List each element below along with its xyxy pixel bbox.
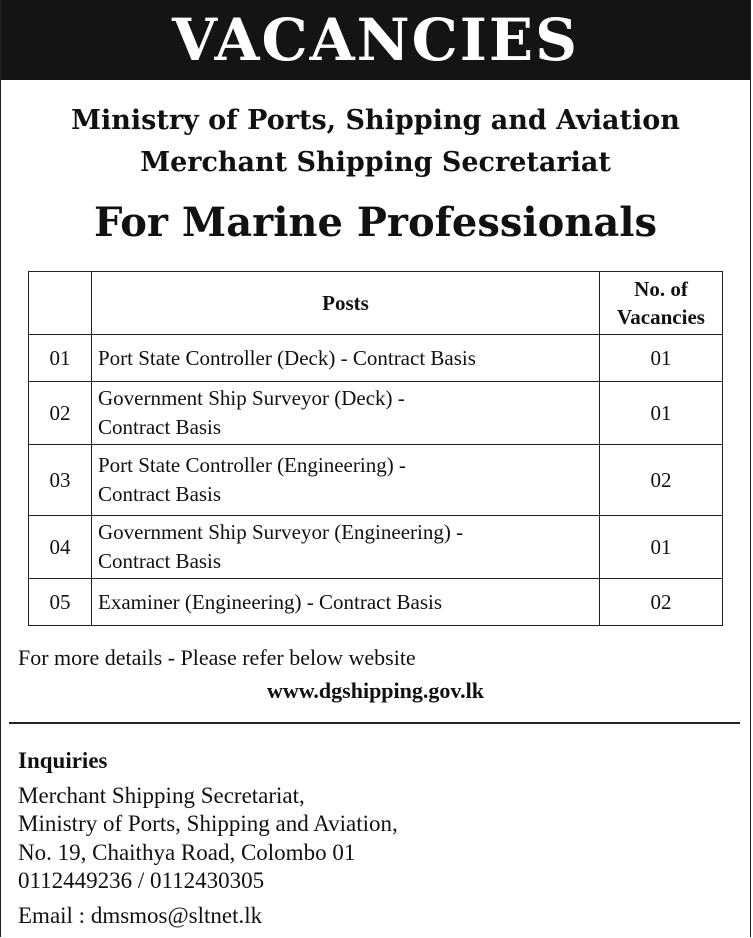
- row-vacancies: 01: [600, 335, 723, 382]
- row-number: 04: [29, 516, 92, 579]
- row-vacancies: 02: [600, 579, 723, 626]
- row-vacancies: 01: [600, 382, 723, 445]
- inquiries-line: No. 19, Chaithya Road, Colombo 01: [18, 839, 356, 865]
- table-row: [29, 445, 723, 516]
- row-post: Examiner (Engineering) - Contract Basis: [92, 579, 600, 626]
- column-header-vacancies: [600, 272, 723, 335]
- row-post-line2: Contract Basis: [98, 482, 222, 506]
- table-row: [29, 579, 723, 626]
- row-post-line2: Contract Basis: [98, 415, 222, 439]
- row-post: Port State Controller (Deck) - Contract Basis: [92, 335, 600, 382]
- row-post-line1: Government Ship Surveyor (Deck) -: [98, 386, 405, 410]
- inquiries-title: Inquiries: [18, 748, 108, 773]
- table-row: [29, 335, 723, 382]
- row-vacancies: 02: [600, 445, 723, 516]
- table-row: [29, 516, 723, 579]
- row-post-line1: Government Ship Surveyor (Engineering) -: [98, 520, 464, 544]
- row-post-line1: Port State Controller (Engineering) -: [98, 453, 406, 477]
- vacancies-table: [28, 271, 723, 626]
- ministry-name: Ministry of Ports, Shipping and Aviation: [71, 105, 680, 136]
- row-number: 01: [29, 335, 92, 382]
- column-header-vacancies-label: No. of Vacancies: [617, 277, 705, 329]
- row-vacancies: 01: [600, 516, 723, 579]
- column-header-posts: Posts: [92, 272, 600, 335]
- details-text: For more details - Please refer below website: [18, 645, 416, 670]
- vacancies-banner: VACANCIES: [1, 0, 750, 80]
- row-post-line2: Contract Basis: [98, 549, 222, 573]
- secretariat-name: Merchant Shipping Secretariat: [140, 147, 611, 178]
- row-post: [92, 445, 600, 516]
- website-link[interactable]: www.dgshipping.gov.lk: [266, 678, 485, 703]
- headline: For Marine Professionals: [94, 199, 657, 246]
- inquiries-email[interactable]: Email : dmsmos@sltnet.lk: [18, 902, 263, 928]
- divider: [9, 722, 740, 724]
- column-header-number: [29, 272, 92, 335]
- row-number: 02: [29, 382, 92, 445]
- row-post: [92, 516, 600, 579]
- table-row: [29, 382, 723, 445]
- row-number: 03: [29, 445, 92, 516]
- row-number: 05: [29, 579, 92, 626]
- row-post: [92, 382, 600, 445]
- inquiries-phone: 0112449236 / 0112430305: [18, 868, 265, 893]
- inquiries-line: Merchant Shipping Secretariat,: [18, 782, 305, 808]
- inquiries-section: [18, 747, 398, 930]
- inquiries-line: Ministry of Ports, Shipping and Aviation,: [18, 811, 398, 836]
- table-header-row: [29, 272, 723, 335]
